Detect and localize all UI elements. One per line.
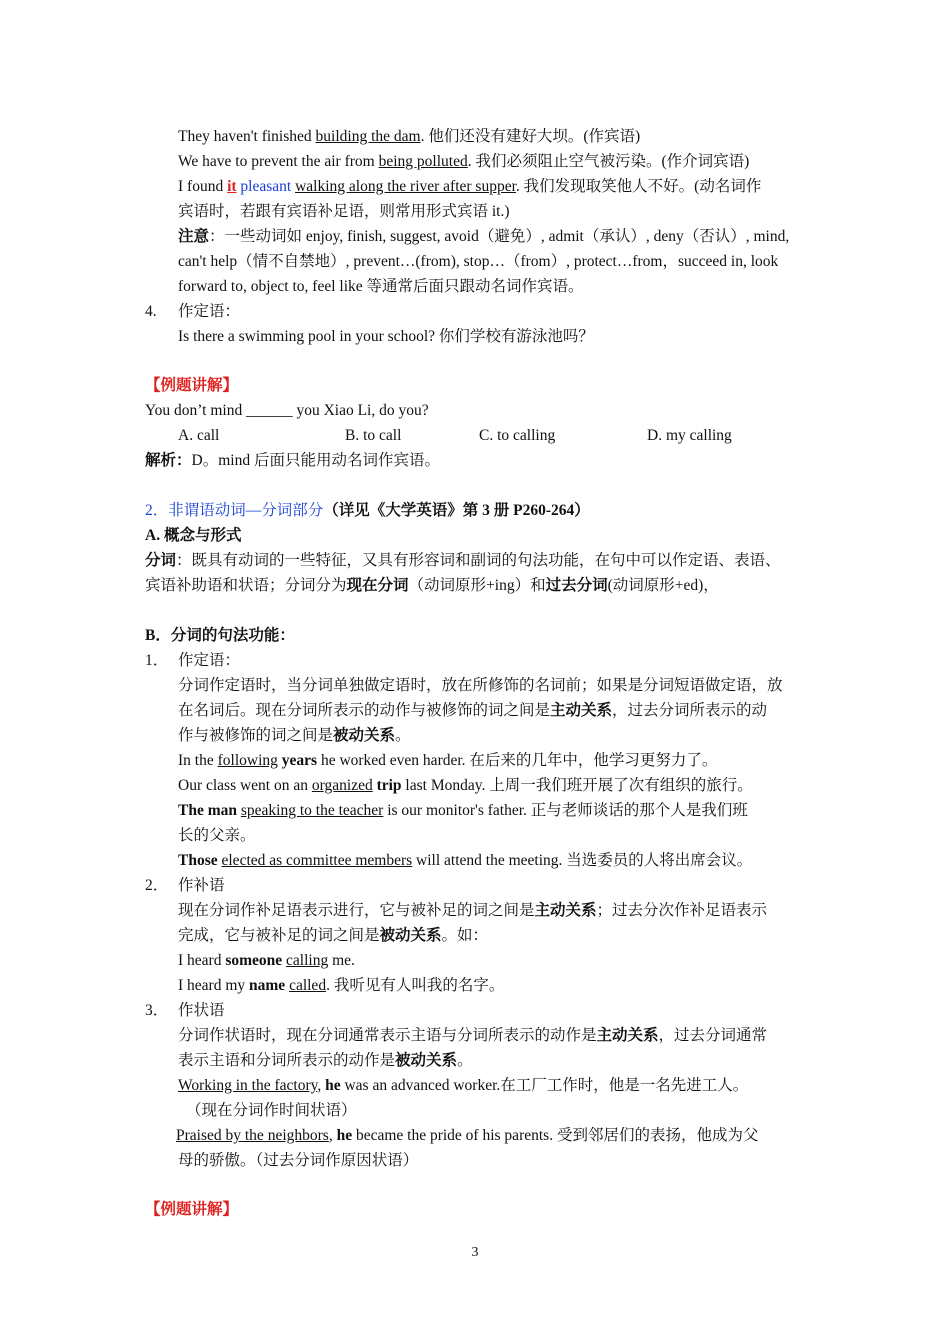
text-line: We have to prevent the air from being polluted. 我们必须阻止空气被污染。(作介词宾语) — [178, 153, 750, 170]
text-line: 完成，它与被补足的词之间是被动关系。如： — [178, 927, 489, 944]
example-line: In the following years he worked even harder. 在后来的几年中，他学习更努力了。 — [178, 752, 718, 769]
subsection-title: B．分词的句法功能： — [145, 627, 295, 644]
text-line: 作补语 — [178, 877, 225, 894]
option: C. to calling — [479, 427, 556, 444]
example-line: Working in the factory, he was an advanced worker.在工厂工作时，他是一名先进工人。 — [178, 1077, 749, 1094]
text-line: 作与被修饰的词之间是被动关系。 — [178, 727, 411, 744]
text-line: Is there a swimming pool in your school? 你们学校有游泳池吗？ — [178, 328, 594, 345]
section-heading: 【例题讲解】 — [145, 377, 239, 394]
answer: 解析：D。mind 后面只能用动名词作宾语。 — [145, 452, 440, 469]
text-line: 在名词后。现在分词所表示的动作与被修饰的词之间是主动关系，过去分词所表示的动 — [178, 702, 768, 719]
example-line: （现在分词作时间状语） — [186, 1102, 357, 1119]
text-line: 分词：既具有动词的一些特征，又具有形容词和副词的句法功能，在句中可以作定语、表语、 — [145, 552, 781, 569]
text-line: 宾语时，若跟有宾语补足语，则常用形式宾语 it.) — [178, 203, 510, 220]
section-title: 2．非谓语动词—分词部分（详见《大学英语》第 3 册 P260-264） — [145, 502, 590, 519]
text-line: forward to, object to, feel like 等通常后面只跟动名词作宾语。 — [178, 278, 584, 295]
example-line: 长的父亲。 — [178, 827, 256, 844]
example-line: I heard my name called. 我听见有人叫我的名字。 — [178, 977, 505, 994]
text-line: 作定语： — [178, 652, 241, 669]
text-line: 作状语 — [178, 1002, 225, 1019]
example-line: Praised by the neighbors, he became the pride of his parents. 受到邻居们的表扬，他成为父 — [176, 1127, 759, 1144]
example-line: The man speaking to the teacher is our monitor's father. 正与老师谈话的那个人是我们班 — [178, 802, 748, 819]
text-line: 分词作定语时，当分词单独做定语时，放在所修饰的名词前；如果是分词短语做定语，放 — [178, 677, 783, 694]
option: B. to call — [345, 427, 402, 444]
option: D. my calling — [647, 427, 732, 444]
option: A. call — [178, 427, 220, 444]
text-line: 现在分词作补足语表示进行，它与被补足的词之间是主动关系；过去分次作补足语表示 — [178, 902, 768, 919]
list-number: 3． — [145, 1002, 169, 1019]
text-line: I found it pleasant walking along the river after supper. 我们发现取笑他人不好。(动名词作 — [178, 178, 762, 195]
page-number: 3 — [471, 1245, 479, 1260]
text-line: 表示主语和分词所表示的动作是被动关系。 — [178, 1052, 473, 1069]
text-line: 作定语： — [178, 303, 241, 320]
example-line: I heard someone calling me. — [178, 952, 355, 969]
text-line: 宾语补助语和状语；分词分为现在分词（动词原形+ing）和过去分词(动词原形+ed)， — [145, 577, 719, 594]
example-line: Those elected as committee members will attend the meeting. 当选委员的人将出席会议。 — [178, 852, 753, 869]
text-line: 分词作状语时，现在分词通常表示主语与分词所表示的动作是主动关系，过去分词通常 — [178, 1027, 768, 1044]
question: You don’t mind ______ you Xiao Li, do you? — [145, 402, 429, 419]
text-line: can't help（情不自禁地）, prevent…(from), stop…（from）, protect…from，succeed in, look — [178, 253, 779, 270]
list-number: 1． — [145, 652, 169, 669]
subsection-title: A. 概念与形式 — [145, 527, 242, 544]
section-heading: 【例题讲解】 — [145, 1201, 239, 1218]
list-number: 2． — [145, 877, 169, 894]
example-line: 母的骄傲。（过去分词作原因状语） — [178, 1152, 419, 1169]
text-line: 注意：一些动词如 enjoy, finish, suggest, avoid（避免）, admit（承认）, deny（否认）, mind, — [178, 228, 790, 245]
text-line: They haven't finished building the dam. 他们还没有建好大坝。(作宾语) — [178, 128, 641, 145]
example-line: Our class went on an organized trip last Monday. 上周一我们班开展了次有组织的旅行。 — [178, 777, 753, 794]
list-number: 4. — [145, 303, 157, 320]
